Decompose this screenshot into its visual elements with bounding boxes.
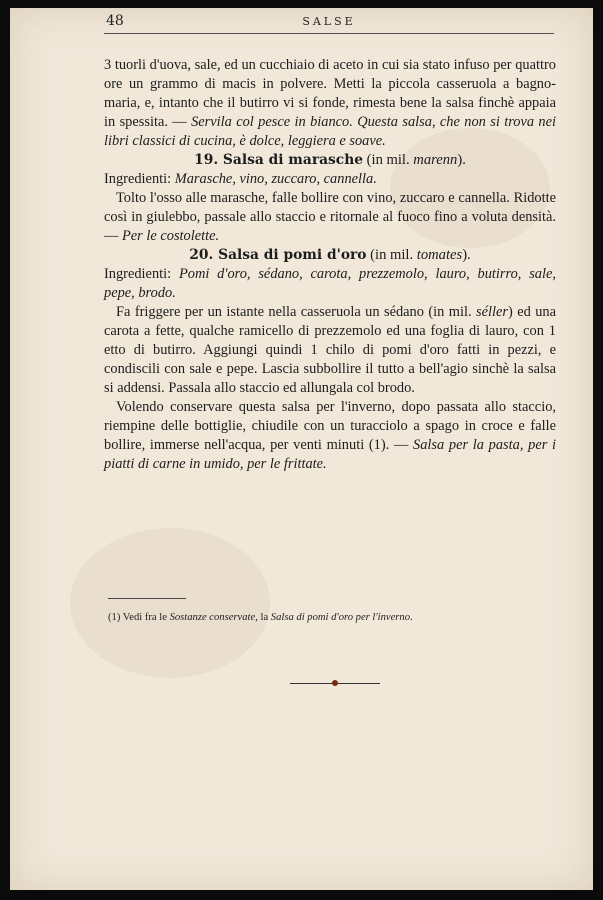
footnote-marker: (1) Vedi fra le <box>108 612 170 623</box>
recipe-20-alt-suffix: ). <box>462 247 471 263</box>
recipe-20-alt-prefix: (in mil. <box>366 247 417 263</box>
footnote-rule <box>108 598 186 599</box>
recipe-19-title <box>104 151 556 170</box>
page-body <box>104 56 556 474</box>
recipe-20-method-2 <box>104 398 556 474</box>
end-ornament <box>290 680 380 688</box>
intro-paragraph <box>104 56 556 151</box>
recipe-19-alt-name: marenn <box>413 152 458 168</box>
method-text: ) ed una carota a fette, qualche ramicello di prezzemolo ed una foglia di lauro, con 1 etto di butirro. Aggiungi quindi 1 chilo di pomi d'oro fatti in pezzi, e condiscili con sale e pepe. Lascia subbollire il tutto a bell'agio sinchè la salsa si addensi. Passala allo staccio ed allungala col brodo. <box>104 304 556 396</box>
method-italic: Per le costolette. <box>122 228 220 244</box>
method-text: Tolto l'osso alle marasche, falle bollire con vino, zuccaro e cannella. Ridotte così in giulebbo, passale allo staccio e ritornale al fuoco fino a voluta densità. — <box>104 190 556 244</box>
method-italic: séller <box>476 304 508 320</box>
footnote-italic: Sostanze conservate <box>169 612 256 623</box>
footnote-italic: Salsa di pomi d'oro per l'inverno <box>270 612 410 623</box>
recipe-19-method <box>104 189 556 246</box>
intro-italic: Servila col pesce in bianco. Questa salsa, che non si trova nei libri classici di cucina, è dolce, leggiera e soave. <box>104 114 556 149</box>
book-page <box>10 8 593 890</box>
recipe-19-alt-prefix: (in mil. <box>363 152 414 168</box>
page-header <box>104 13 554 34</box>
method-text: Volendo conservare questa salsa per l'inverno, dopo passata allo staccio, riempine delle bottiglie, chiudile con un turacciolo a spago in croce e falle bollire, immerse nell'acqua, per venti minuti (1). — <box>104 399 556 453</box>
method-text: Fa friggere per un istante nella casseruola un sédano (in mil. <box>116 304 476 320</box>
footnote-text: , la <box>255 612 271 623</box>
method-italic: Salsa per la pasta, per i piatti di carne in umido, per le frittate. <box>104 437 556 472</box>
recipe-20-ingredients <box>104 265 556 303</box>
footnote-text: . <box>410 612 413 623</box>
recipe-20-method-1 <box>104 303 556 398</box>
ornament-dot <box>332 680 338 686</box>
paper-stain <box>70 528 270 678</box>
recipe-19-alt-suffix: ). <box>457 152 466 168</box>
recipe-20-alt-name: tomates <box>416 247 463 263</box>
ingredients-list: Marasche, vino, zuccaro, cannella. <box>174 171 377 187</box>
ingredients-label: Ingredienti: <box>104 171 175 187</box>
recipe-19-ingredients <box>104 170 556 189</box>
running-head: SALSE <box>302 15 356 28</box>
page-number: 48 <box>106 13 124 29</box>
footnote <box>108 612 558 623</box>
ingredients-label: Ingredienti: <box>104 266 179 282</box>
recipe-20-name: 20. Salsa di pomi d'oro <box>189 247 367 263</box>
ingredients-list: Pomi d'oro, sédano, carota, prezzemolo, lauro, butirro, sale, pepe, brodo. <box>104 266 556 301</box>
recipe-19-name: 19. Salsa di marasche <box>194 152 364 168</box>
intro-text: 3 tuorli d'uova, sale, ed un cucchiaio di aceto in cui sia stato infuso per quattro ore un grammo di macis in polvere. Metti la piccola casseruola a bagno-maria, e, intanto che il butirro vi si fonde, rimesta bene la salsa finchè appaia in spessita. — <box>104 57 556 130</box>
recipe-20-title <box>104 246 556 265</box>
